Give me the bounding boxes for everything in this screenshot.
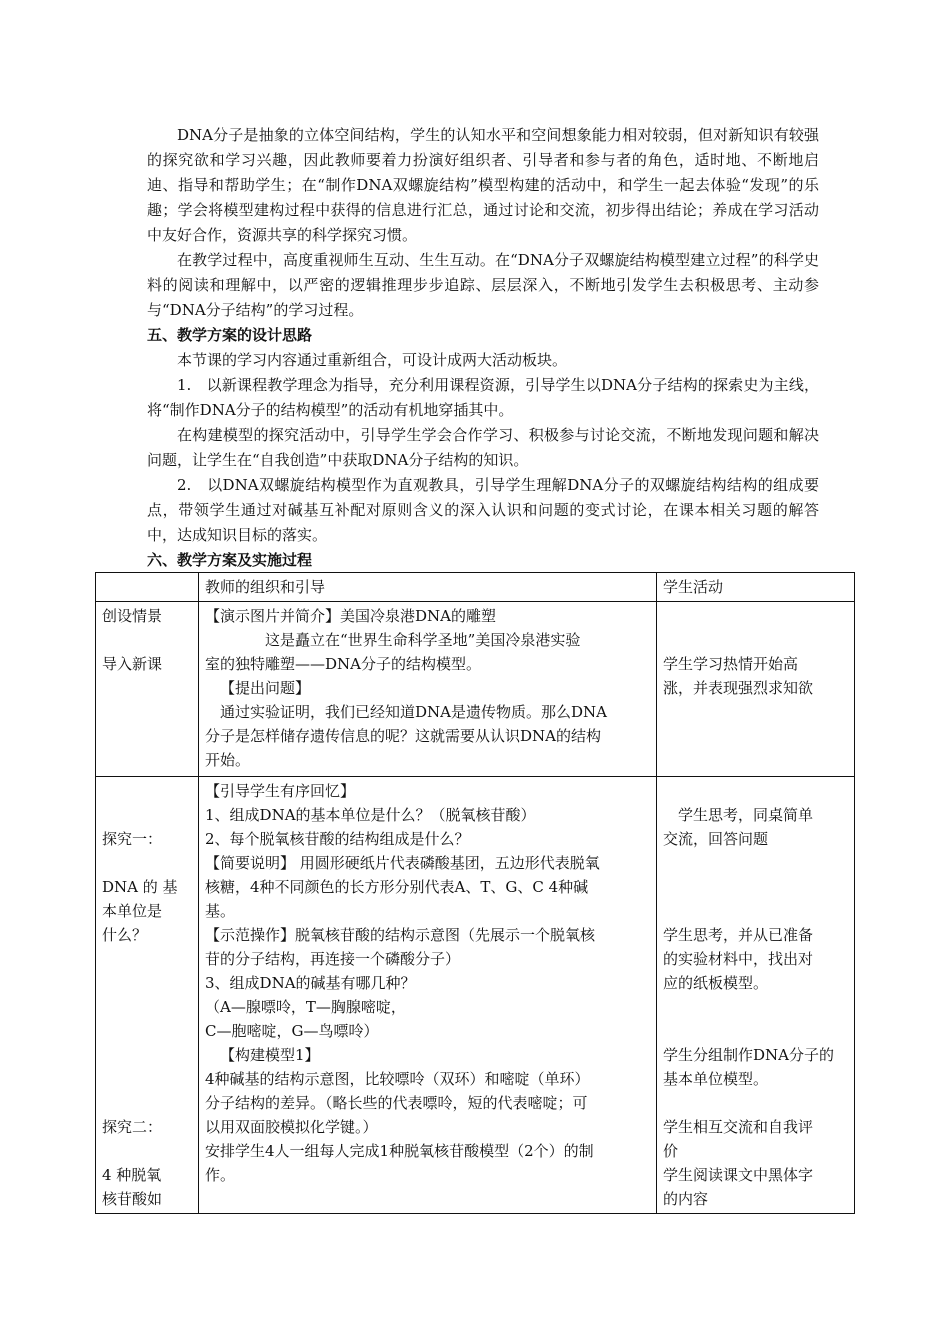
stage-label: 导入新课 bbox=[102, 655, 163, 673]
teacher-line: 分子是怎样储存遗传信息的呢？这就需要从认识DNA的结构 bbox=[205, 727, 601, 745]
student-line: 价 bbox=[663, 1142, 679, 1160]
teacher-line: 2、每个脱氧核苷酸的结构组成是什么？ bbox=[205, 830, 470, 848]
student-line: 交流，回答问题 bbox=[663, 830, 769, 848]
teacher-line: C—胞嘧啶，G—鸟嘌呤） bbox=[205, 1022, 379, 1040]
teacher-line: 【构建模型1】 bbox=[220, 1046, 320, 1064]
teacher-cell bbox=[199, 777, 657, 1214]
section-5-heading: 五、教学方案的设计思路 bbox=[147, 326, 313, 344]
student-cell bbox=[657, 777, 855, 1214]
section-6-heading: 六、教学方案及实施过程 bbox=[147, 551, 313, 569]
teacher-line: 苷的分子结构，再连接一个磷酸分子） bbox=[205, 950, 461, 968]
student-line: 学生学习热情开始高 bbox=[663, 655, 799, 673]
stage-label: 核苷酸如 bbox=[102, 1190, 163, 1208]
student-line: 学生阅读课文中黑体字 bbox=[663, 1166, 814, 1184]
stage-label: DNA 的 基 bbox=[102, 878, 178, 896]
teacher-line: 【简要说明】 用圆形硬纸片代表磷酸基团，五边形代表脱氧 bbox=[205, 854, 600, 872]
intro-paragraph-1: DNA分子是抽象的立体空间结构，学生的认知水平和空间想象能力相对较弱，但对新知识有较强的探究欲和学习兴趣，因此教师要着力扮演好组织者、引导者和参与者的角色，适时地、不断地启迪、指导和帮助学生；在“制作DNA双螺旋结构”模型构建的活动中，和学生一起去体验“发现”的乐趣；学会将模型建构过程中获得的信息进行汇总，通过讨论和交流，初步得出结论；养成在学习活动中友好合作，资源共享的科学探究习惯。 bbox=[147, 126, 819, 244]
stage-cell bbox=[96, 777, 199, 1214]
teacher-line: 【演示图片并简介】美国冷泉港DNA的雕塑 bbox=[205, 607, 496, 625]
teacher-line: 通过实验证明，我们已经知道DNA是遗传物质。那么DNA bbox=[220, 703, 607, 721]
table-row bbox=[96, 777, 855, 1214]
stage-cell bbox=[96, 602, 199, 777]
teacher-line: 1、组成DNA的基本单位是什么？（脱氧核苷酸） bbox=[205, 806, 536, 824]
student-line: 学生分组制作DNA分子的 bbox=[663, 1046, 834, 1064]
student-cell bbox=[657, 602, 855, 777]
student-line: 应的纸板模型。 bbox=[663, 974, 769, 992]
teacher-line: 室的独特雕塑——DNA分子的结构模型。 bbox=[205, 655, 481, 673]
teacher-line: 基。 bbox=[205, 902, 236, 920]
teacher-line: 【提出问题】 bbox=[220, 679, 311, 697]
teacher-line: 【引导学生有序回忆】 bbox=[205, 782, 356, 800]
student-line: 涨，并表现强烈求知欲 bbox=[663, 679, 814, 697]
student-line: 基本单位模型。 bbox=[663, 1070, 769, 1088]
stage-label: 4 种脱氧 bbox=[102, 1166, 162, 1184]
teacher-line: 安排学生4人一组每人完成1种脱氧核苷酸模型（2个）的制 bbox=[205, 1142, 594, 1160]
teacher-line: 3、组成DNA的碱基有哪几种？ bbox=[205, 974, 416, 992]
intro-section bbox=[147, 123, 819, 323]
student-line: 学生相互交流和自我评 bbox=[663, 1118, 814, 1136]
teacher-line: 以用双面胶模拟化学键。） bbox=[205, 1118, 378, 1136]
teacher-line: 核糖，4种不同颜色的长方形分别代表A、T、G、C 4种碱 bbox=[205, 878, 589, 896]
student-line: 的内容 bbox=[663, 1190, 709, 1208]
header-cell-teacher: 教师的组织和引导 bbox=[199, 573, 657, 602]
student-line: 的实验材料中，找出对 bbox=[663, 950, 814, 968]
teacher-line: 分子结构的差异。（略长些的代表嘌呤，短的代表嘧啶；可 bbox=[205, 1094, 588, 1112]
section-5-body bbox=[147, 348, 819, 548]
section-5-paragraph-2: 1. 以新课程教学理念为指导，充分利用课程资源，引导学生以DNA分子结构的探索史为主线，将“制作DNA分子的结构模型”的活动有机地穿插其中。 bbox=[147, 376, 819, 419]
section-5-paragraph-4: 2. 以DNA双螺旋结构模型作为直观教具，引导学生理解DNA分子的双螺旋结构结构的组成要点，带领学生通过对碱基互补配对原则含义的深入认识和问题的变式讨论，在课本相关习题的解答中，达成知识目标的落实。 bbox=[147, 476, 819, 544]
teacher-line: （A—腺嘌呤，T—胸腺嘧啶， bbox=[205, 998, 406, 1016]
student-line: 学生思考，并从已准备 bbox=[663, 926, 814, 944]
intro-paragraph-2: 在教学过程中，高度重视师生互动、生生互动。在“DNA分子双螺旋结构模型建立过程”的科学史料的阅读和理解中，以严密的逻辑推理步步追踪、层层深入，不断地引发学生去积极思考、主动参与“DNA分子结构”的学习过程。 bbox=[147, 251, 819, 319]
teacher-cell bbox=[199, 602, 657, 777]
teacher-line: 4种碱基的结构示意图，比较嘌呤（双环）和嘧啶（单环） bbox=[205, 1070, 590, 1088]
teaching-plan-table bbox=[95, 572, 855, 1214]
table-row bbox=[96, 602, 855, 777]
stage-label: 什么？ bbox=[102, 926, 148, 944]
teacher-line: 【示范操作】脱氧核苷酸的结构示意图（先展示一个脱氧核 bbox=[205, 926, 596, 944]
section-5-paragraph-1: 本节课的学习内容通过重新组合，可设计成两大活动板块。 bbox=[177, 351, 568, 369]
header-cell-student: 学生活动 bbox=[657, 573, 855, 602]
stage-label: 探究一： bbox=[102, 830, 163, 848]
teacher-line: 这是矗立在“世界生命科学圣地”美国冷泉港实验 bbox=[265, 631, 581, 649]
stage-label: 创设情景 bbox=[102, 607, 163, 625]
stage-label: 本单位是 bbox=[102, 902, 163, 920]
teacher-line: 作。 bbox=[205, 1166, 236, 1184]
teacher-line: 开始。 bbox=[205, 751, 251, 769]
stage-label: 探究二： bbox=[102, 1118, 163, 1136]
table-header-row bbox=[96, 573, 855, 602]
student-line: 学生思考，同桌简单 bbox=[678, 806, 814, 824]
header-cell-stage bbox=[96, 573, 199, 602]
section-5-paragraph-3: 在构建模型的探究活动中，引导学生学会合作学习、积极参与讨论交流，不断地发现问题和解决问题，让学生在“自我创造”中获取DNA分子结构的知识。 bbox=[147, 426, 819, 469]
